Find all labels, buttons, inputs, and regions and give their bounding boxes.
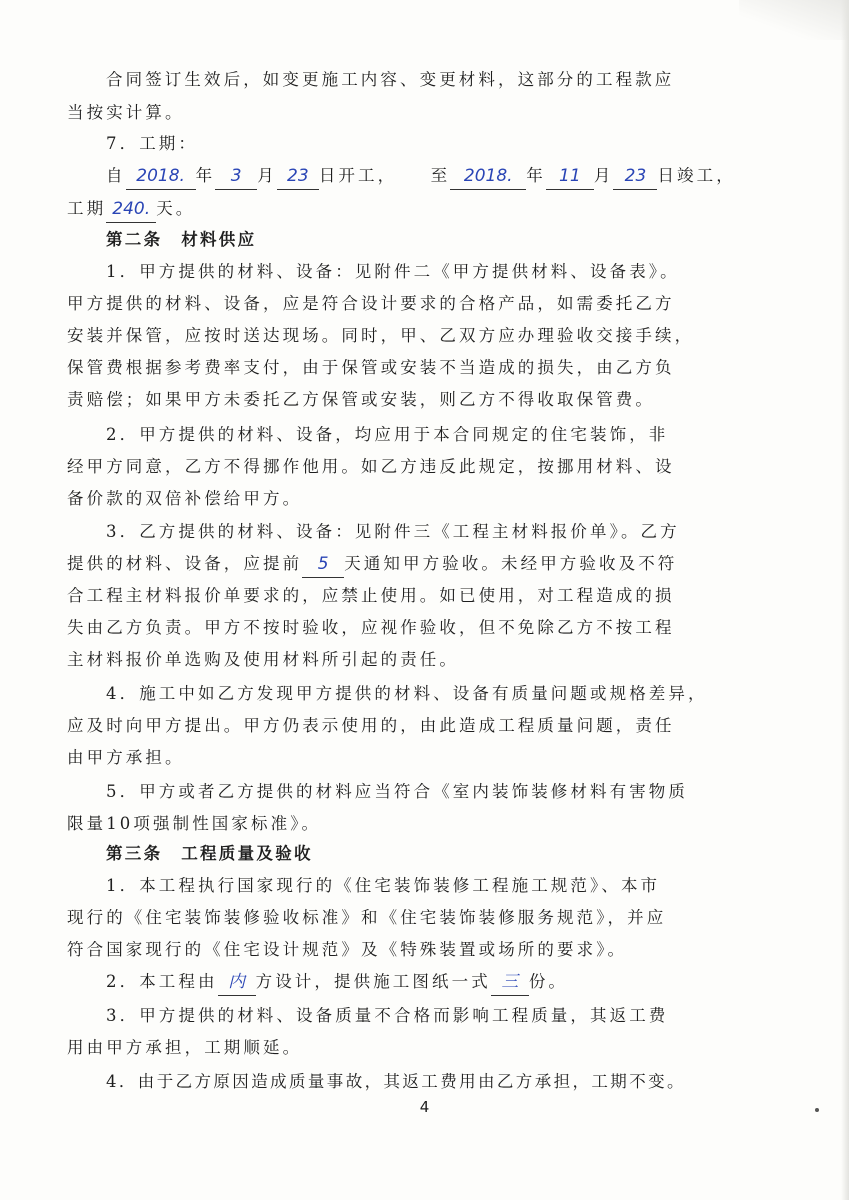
art2-p1-line: 1．甲方提供的材料、设备：见附件二《甲方提供材料、设备表》。	[106, 262, 680, 281]
end-day-field[interactable]: 23	[613, 165, 657, 190]
art2-p1-line: 责赔偿；如果甲方未委托乙方保管或安装，则乙方不得收取保管费。	[67, 390, 655, 409]
art3-p1-line: 1．本工程执行国家现行的《住宅装饰装修工程施工规范》、本市	[106, 876, 661, 895]
para-a-line-2: 当按实计算。	[67, 103, 185, 122]
start-day-field[interactable]: 23	[277, 165, 319, 190]
end-month-field[interactable]: 11	[546, 165, 594, 190]
article-2-title: 第二条 材料供应	[106, 230, 257, 249]
para-a-line-1: 合同签订生效后，如变更施工内容、变更材料，这部分的工程款应	[106, 70, 675, 89]
art2-p5-line: 限量10项强制性国家标准》。	[67, 814, 322, 833]
art3-p2-line: 2．本工程由 内 方设计，提供施工图纸一式 三 份。	[0, 966, 849, 998]
art2-p3-line: 失由乙方负责。甲方不按时验收，应视作验收，但不免除乙方不按工程	[67, 618, 675, 637]
art2-p2-line: 经甲方同意，乙方不得挪作他用。如乙方违反此规定，按挪用材料、设	[67, 457, 675, 476]
art3-p4-line: 4．由于乙方原因造成质量事故，其返工费用由乙方承担，工期不变。	[106, 1072, 686, 1091]
art2-p1-line: 甲方提供的材料、设备，应是符合设计要求的合格产品，如需委托乙方	[67, 294, 675, 313]
art2-p4-line: 应及时向甲方提出。甲方仍表示使用的，由此造成工程质量问题，责任	[67, 716, 675, 735]
art2-p4-line: 4．施工中如乙方发现甲方提供的材料、设备有质量问题或规格差异，	[106, 684, 708, 703]
art3-p3-line: 3．甲方提供的材料、设备质量不合格而影响工程质量，其返工费	[106, 1006, 669, 1025]
start-month-field[interactable]: 3	[215, 165, 257, 190]
end-year-field[interactable]: 2018.	[450, 165, 526, 190]
design-party-field[interactable]: 内	[218, 971, 256, 996]
art2-p2-line: 备价款的双倍补偿给甲方。	[67, 489, 303, 508]
paper-fold-shadow	[739, 0, 849, 40]
schedule-dates: 自 2018. 年 3 月 23 日开工， 至 2018. 年 11 月 23 日竣工，	[0, 160, 849, 192]
article-3-title: 第三条 工程质量及验收	[106, 844, 313, 863]
art3-p3-line: 用由甲方承担，工期顺延。	[67, 1038, 303, 1057]
duration-field[interactable]: 240.	[106, 198, 156, 223]
art2-p3-line: 3．乙方提供的材料、设备：见附件三《工程主材料报价单》。乙方	[106, 522, 680, 541]
art2-p1-line: 安装并保管，应按时送达现场。同时，甲、乙双方应办理验收交接手续，	[67, 326, 695, 345]
drawing-copies-field[interactable]: 三	[491, 971, 529, 996]
art2-p3-line: 主材料报价单选购及使用材料所引起的责任。	[67, 650, 459, 669]
art2-p4-line: 由甲方承担。	[67, 748, 185, 767]
art2-p3-line: 合工程主材料报价单要求的，应禁止使用。如已使用，对工程造成的损	[67, 586, 675, 605]
art2-p3-line: 提供的材料、设备，应提前 5 天通知甲方验收。未经甲方验收及不符	[0, 548, 849, 580]
art3-p1-line: 符合国家现行的《住宅设计规范》及《特殊装置或场所的要求》。	[67, 940, 628, 959]
schedule-duration: 工期 240. 天。	[0, 193, 849, 225]
start-year-field[interactable]: 2018.	[126, 165, 196, 190]
art2-p5-line: 5．甲方或者乙方提供的材料应当符合《室内装饰装修材料有害物质	[106, 782, 688, 801]
page-number: 4	[419, 1098, 430, 1116]
art2-p1-line: 保管费根据参考费率支付，由于保管或安装不当造成的损失，由乙方负	[67, 358, 675, 377]
notice-days-field[interactable]: 5	[302, 553, 344, 578]
scan-speck	[815, 1108, 819, 1112]
art3-p1-line: 现行的《住宅装饰装修验收标准》和《住宅装饰装修服务规范》，并应	[67, 908, 667, 927]
art2-p2-line: 2．甲方提供的材料、设备，均应用于本合同规定的住宅装饰，非	[106, 425, 669, 444]
schedule-title: 7．工期：	[106, 134, 198, 153]
